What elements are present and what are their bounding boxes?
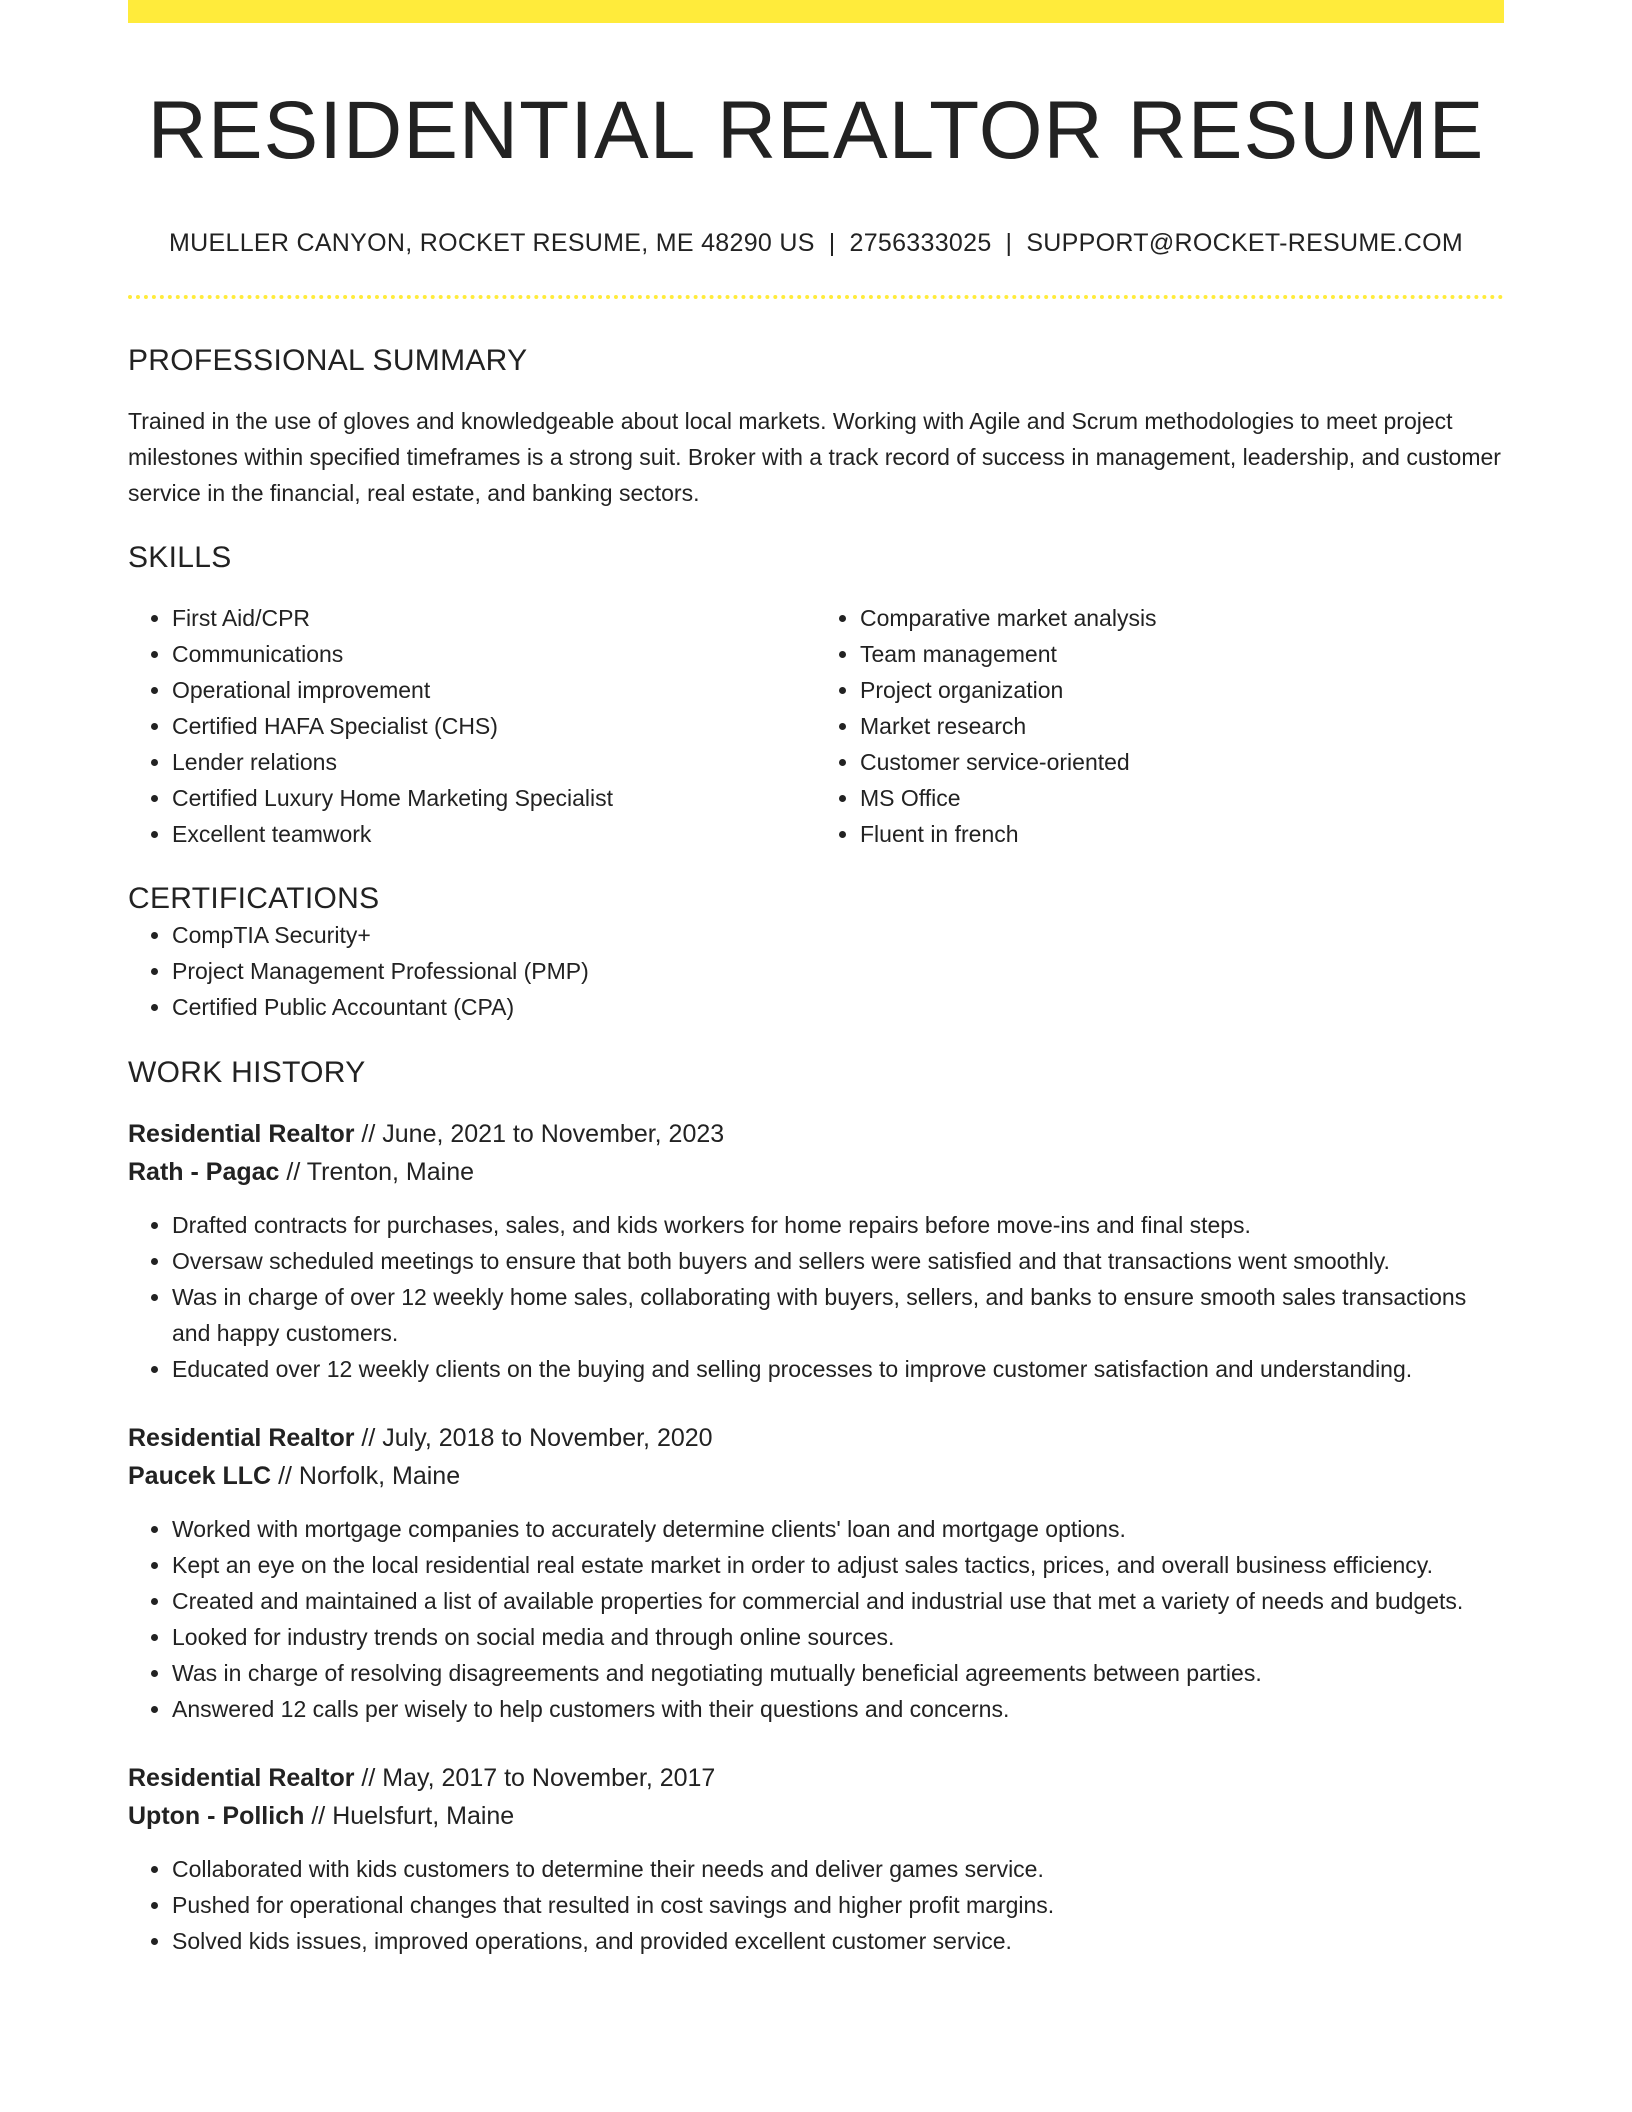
accent-bar	[128, 0, 1504, 23]
job-bullet: • Pushed for operational changes that resulted in cost savings and higher profit margins.	[172, 1887, 1504, 1923]
job-dates: July, 2018 to November, 2020	[382, 1424, 713, 1453]
job-bullet-list	[128, 1207, 1504, 1387]
job-bullet: • Collaborated with kids customers to determine their needs and deliver games service.	[172, 1851, 1504, 1887]
skill-item: • Certified HAFA Specialist (CHS)	[172, 708, 816, 744]
certification-item: • Certified Public Accountant (CPA)	[172, 989, 1504, 1025]
job-bullet: • Drafted contracts for purchases, sales, and kids workers for home repairs before move-ins and final steps.	[172, 1207, 1504, 1243]
skill-item: • Fluent in french	[860, 816, 1504, 852]
job-company-line	[128, 1457, 1504, 1495]
job-bullet-list	[128, 1511, 1504, 1727]
skill-item: • Comparative market analysis	[860, 600, 1504, 636]
job-bullet: • Was in charge of over 12 weekly home sales, collaborating with buyers, sellers, and banks to ensure smooth sales transactions and happy customers.	[172, 1279, 1504, 1351]
job-bullet: • Looked for industry trends on social media and through online sources.	[172, 1619, 1504, 1655]
job-separator: //	[361, 1424, 376, 1453]
job-list	[128, 1115, 1504, 1959]
job-location: Trenton, Maine	[306, 1158, 475, 1187]
work-history-section	[128, 1055, 1504, 1959]
job-entry	[128, 1419, 1504, 1727]
summary-section	[128, 343, 1504, 511]
job-bullet: • Kept an eye on the local residential real estate market in order to adjust sales tactics, prices, and overall business efficiency.	[172, 1547, 1504, 1583]
certifications-section	[128, 881, 1504, 1025]
skill-item: • Lender relations	[172, 744, 816, 780]
job-bullet: • Answered 12 calls per wisely to help customers with their questions and concerns.	[172, 1691, 1504, 1727]
skills-list-left	[128, 600, 816, 852]
job-dates: June, 2021 to November, 2023	[382, 1120, 725, 1149]
job-role: Residential Realtor	[128, 1424, 355, 1453]
job-bullet: • Oversaw scheduled meetings to ensure that both buyers and sellers were satisfied and that transactions went smoothly.	[172, 1243, 1504, 1279]
contact-line	[128, 228, 1504, 258]
dotted-divider	[128, 295, 1504, 299]
job-company: Paucek LLC	[128, 1462, 272, 1491]
skill-item: • MS Office	[860, 780, 1504, 816]
contact-phone: 2756333025	[849, 229, 992, 258]
job-entry	[128, 1115, 1504, 1387]
skill-item: • Certified Luxury Home Marketing Specialist	[172, 780, 816, 816]
skill-item: • Market research	[860, 708, 1504, 744]
job-company-line	[128, 1153, 1504, 1191]
contact-separator: |	[828, 229, 836, 258]
certification-item: • Project Management Professional (PMP)	[172, 953, 1504, 989]
certifications-list	[128, 917, 1504, 1025]
skill-item: • Operational improvement	[172, 672, 816, 708]
job-location: Norfolk, Maine	[298, 1462, 461, 1491]
skill-item: • First Aid/CPR	[172, 600, 816, 636]
job-separator: //	[311, 1802, 326, 1831]
job-role: Residential Realtor	[128, 1764, 355, 1793]
job-separator: //	[361, 1764, 376, 1793]
job-title-line	[128, 1759, 1504, 1797]
job-bullet: • Educated over 12 weekly clients on the buying and selling processes to improve customer satisfaction and understanding.	[172, 1351, 1504, 1387]
skills-section	[128, 540, 1504, 852]
job-separator: //	[286, 1158, 301, 1187]
resume-page	[128, 0, 1504, 1959]
job-location: Huelsfurt, Maine	[332, 1802, 515, 1831]
resume-title: RESIDENTIAL REALTOR RESUME	[147, 85, 1485, 176]
job-bullet-list	[128, 1851, 1504, 1959]
section-title-skills: SKILLS	[128, 541, 232, 575]
summary-text: Trained in the use of gloves and knowledgeable about local markets. Working with Agile and Scrum methodologies to meet project milestones within specified timeframes is a strong suit. Broker with a track record of success in management, leadership, and customer service in the financial, real estate, and banking sectors.	[128, 408, 1501, 507]
job-bullet: • Worked with mortgage companies to accurately determine clients' loan and mortgage options.	[172, 1511, 1504, 1547]
job-title-line	[128, 1419, 1504, 1457]
skill-item: • Customer service-oriented	[860, 744, 1504, 780]
contact-address: MUELLER CANYON, ROCKET RESUME, ME 48290 US	[169, 229, 815, 258]
skill-item: • Excellent teamwork	[172, 816, 816, 852]
skills-columns	[128, 600, 1504, 852]
job-dates: May, 2017 to November, 2017	[382, 1764, 716, 1793]
section-title-certifications: CERTIFICATIONS	[128, 882, 380, 916]
job-company: Rath - Pagac	[128, 1158, 280, 1187]
skill-item: • Team management	[860, 636, 1504, 672]
job-bullet: • Created and maintained a list of available properties for commercial and industrial use that met a variety of needs and budgets.	[172, 1583, 1504, 1619]
section-title-work-history: WORK HISTORY	[128, 1056, 366, 1090]
job-separator: //	[361, 1120, 376, 1149]
job-separator: //	[278, 1462, 292, 1491]
skill-item: • Communications	[172, 636, 816, 672]
job-entry	[128, 1759, 1504, 1959]
job-title-line	[128, 1115, 1504, 1153]
section-title-summary: PROFESSIONAL SUMMARY	[128, 344, 528, 378]
job-bullet: • Solved kids issues, improved operations, and provided excellent customer service.	[172, 1923, 1504, 1959]
skill-item: • Project organization	[860, 672, 1504, 708]
job-company: Upton - Pollich	[128, 1802, 305, 1831]
skills-list-right	[816, 600, 1504, 852]
job-company-line	[128, 1797, 1504, 1835]
contact-separator: |	[1005, 229, 1013, 258]
job-bullet: • Was in charge of resolving disagreements and negotiating mutually beneficial agreements between parties.	[172, 1655, 1504, 1691]
certification-item: • CompTIA Security+	[172, 917, 1504, 953]
contact-email: SUPPORT@ROCKET-RESUME.COM	[1026, 229, 1463, 258]
job-role: Residential Realtor	[128, 1120, 355, 1149]
